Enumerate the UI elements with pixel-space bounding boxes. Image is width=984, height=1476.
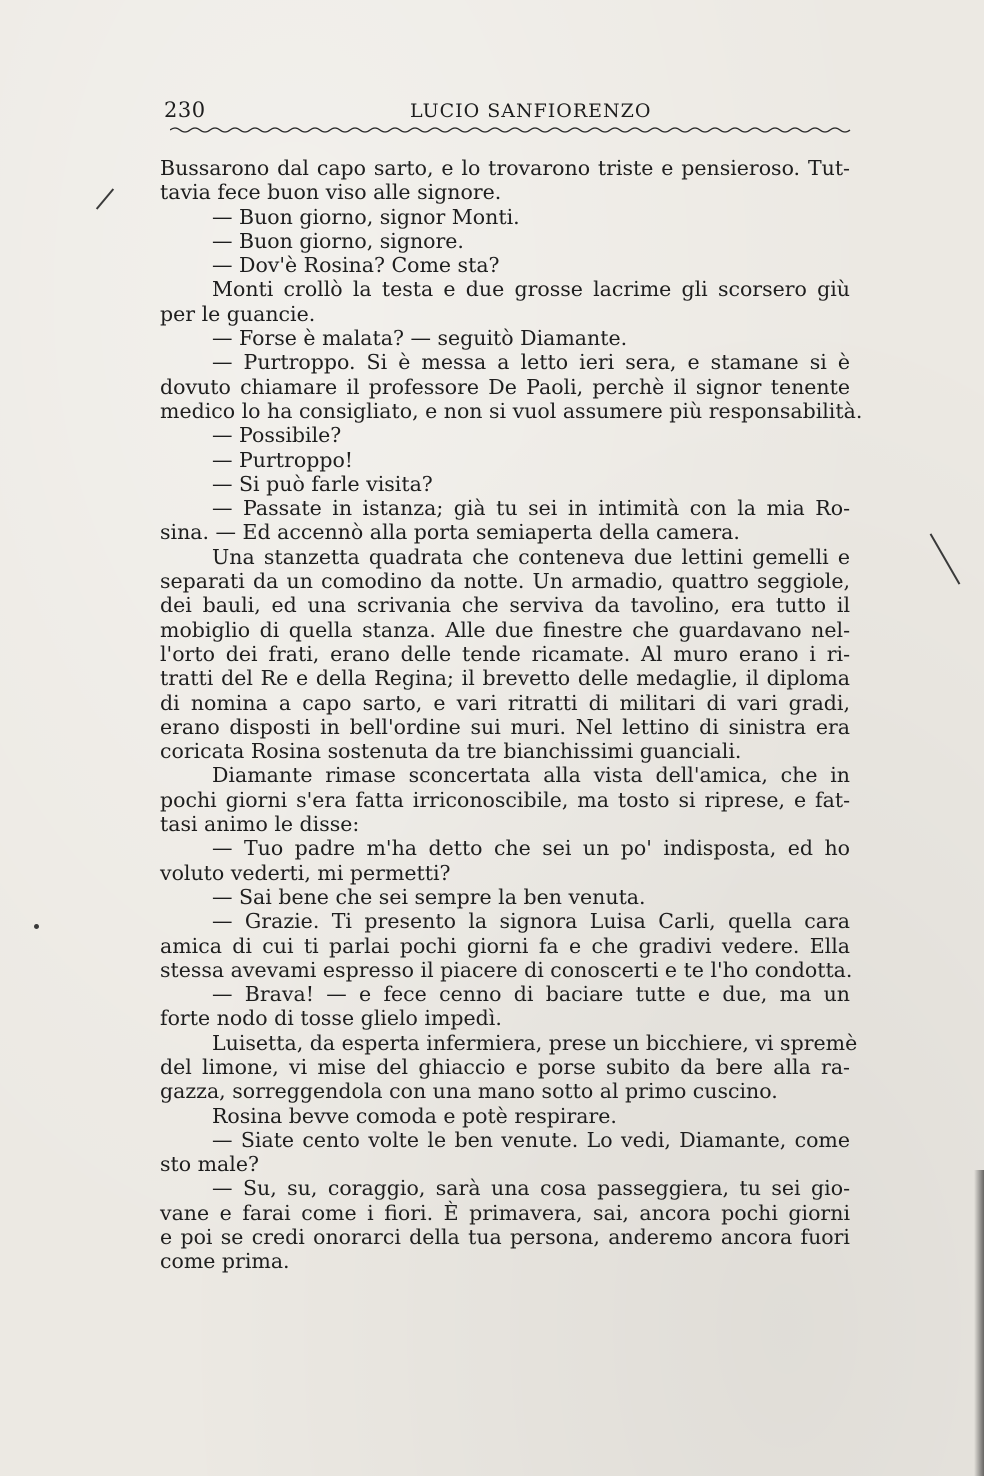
text-line: separati da un comodino da notte. Un armadio, quattro seggiole, [160, 569, 850, 594]
wavy-header-rule [170, 126, 852, 134]
text-line: come prima. [160, 1249, 290, 1274]
text-line: — Su, su, coraggio, sarà una cosa passeggiera, tu sei gio- [212, 1176, 850, 1201]
text-line: — Dov'è Rosina? Come sta? [212, 253, 500, 278]
text-line: dei bauli, ed una scrivania che serviva da tavolino, era tutto il [160, 593, 850, 618]
text-line: Rosina bevve comoda e potè respirare. [212, 1103, 617, 1128]
text-line: e poi se credi onorarci della tua persona, anderemo ancora fuori [160, 1225, 850, 1250]
text-line: — Siate cento volte le ben venute. Lo vedi, Diamante, come [212, 1127, 850, 1152]
text-line: — Buon giorno, signore. [212, 228, 464, 253]
text-line: Bussarono dal capo sarto, e lo trovarono triste e pensieroso. Tut- [160, 156, 850, 180]
text-line: — Tuo padre m'ha detto che sei un po' indisposta, ed ho [212, 836, 850, 861]
text-line: — Brava! — e fece cenno di baciare tutte e due, ma un [212, 982, 850, 1007]
text-line: tratti del Re e della Regina; il brevetto delle medaglie, il diploma [160, 666, 850, 691]
text-line: medico lo ha consigliato, e non si vuol assumere più responsabilità. [160, 398, 863, 423]
text-line: tasi animo le disse: [160, 812, 360, 837]
text-line: l'orto dei frati, erano delle tende ricamate. Al muro erano i ri- [160, 641, 850, 666]
text-line: coricata Rosina sostenuta da tre bianchissimi guanciali. [160, 739, 742, 764]
text-line: sina. — Ed accennò alla porta semiaperta della camera. [160, 520, 740, 545]
stray-pen-mark [930, 533, 961, 584]
text-line: dovuto chiamare il professore De Paoli, perchè il signor tenente [160, 374, 850, 399]
text-line: — Passate in istanza; già tu sei in intimità con la mia Ro- [212, 496, 850, 521]
text-line: per le guancie. [160, 301, 316, 326]
text-line: stessa avevami espresso il piacere di conoscerti e te l'ho condotta. [160, 957, 853, 982]
text-line: voluto vederti, mi permetti? [160, 860, 451, 885]
text-line: mobiglio di quella stanza. Alle due finestre che guardavano nel- [160, 617, 850, 642]
body-text [160, 156, 863, 1274]
text-line: di nomina a capo sarto, e vari ritratti di militari di vari gradi, [160, 690, 850, 715]
page-number: 230 [164, 98, 206, 122]
text-line: Diamante rimase sconcertata alla vista dell'amica, che in [212, 763, 850, 788]
text-line: forte nodo di tosse glielo impedì. [160, 1006, 502, 1031]
text-line: — Sai bene che sei sempre la ben venuta. [212, 884, 646, 909]
stray-pen-mark [96, 188, 114, 209]
text-line: Una stanzetta quadrata che conteneva due lettini gemelli e [212, 544, 850, 569]
text-line: vane e farai come i fiori. È primavera, sai, ancora pochi giorni [160, 1200, 850, 1225]
text-line: — Buon giorno, signor Monti. [212, 204, 520, 229]
text-line: — Possibile? [212, 423, 342, 448]
text-line: — Purtroppo. Si è messa a letto ieri sera, e stamane si è [212, 350, 850, 375]
text-line: erano disposti in bell'ordine sui muri. Nel lettino di sinistra era [160, 714, 850, 739]
page-header [160, 98, 850, 128]
text-line: — Si può farle visita? [212, 471, 433, 496]
text-line: Luisetta, da esperta infermiera, prese un bicchiere, vi spremè [212, 1030, 858, 1055]
text-line: — Purtroppo! [212, 447, 354, 472]
text-line: pochi giorni s'era fatta irriconoscibile, ma tosto si riprese, e fat- [160, 787, 850, 812]
text-line: amica di cui ti parlai pochi giorni fa e che gradivi vedere. Ella [160, 933, 850, 958]
text-line: — Forse è malata? — seguitò Diamante. [212, 326, 628, 351]
page-edge-shadow [974, 1170, 984, 1476]
text-line: tavia fece buon viso alle signore. [160, 180, 502, 205]
text-line: gazza, sorreggendola con una mano sotto al primo cuscino. [160, 1079, 778, 1104]
running-title: LUCIO SANFIORENZO [410, 100, 652, 122]
ink-dot [34, 924, 39, 929]
text-line: sto male? [160, 1152, 259, 1177]
text-line: Monti crollò la testa e due grosse lacrime gli scorsero giù [212, 277, 850, 302]
text-line: — Grazie. Ti presento la signora Luisa Carli, quella cara [212, 909, 850, 934]
text-line: del limone, vi mise del ghiaccio e porse subito da bere alla ra- [160, 1054, 850, 1079]
